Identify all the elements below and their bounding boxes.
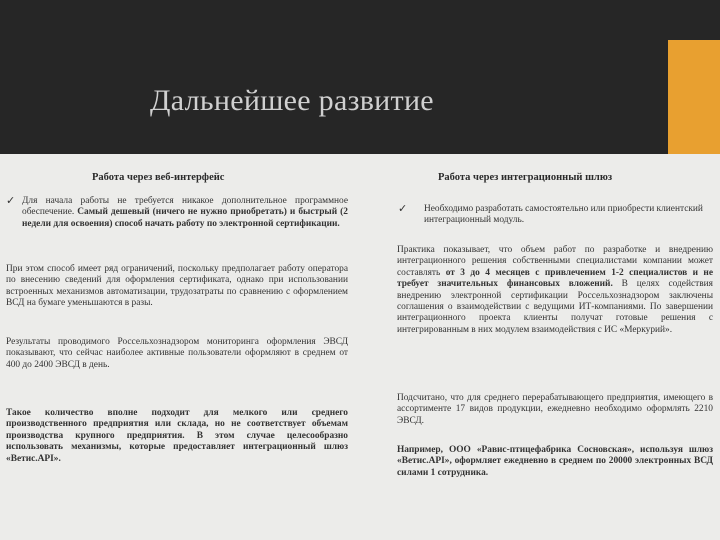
left-bullet-bold: Самый дешевый (ничего не нужно приобретать) и быстрый (2 недели для освоения) способ начать работу по электронной сертификации. [22,207,348,229]
left-check-icon: ✓ [6,194,16,207]
left-paragraph-3: Такое количество вполне подходит для мелкого или среднего производственного предприятия или склада, но не соответствует объемам производства крупного предприятия. В этом случае целесообразно использовать механизмы, которые предоставляет интеграционный шлюз «Ветис.API». [6,408,348,464]
left-paragraph-1: При этом способ имеет ряд ограничений, поскольку предполагает работу оператора по внесению сведений для оформления сертификата, однако при использовании встроенных механизмов автоматизации, трудозатраты по сравнению с оформлением ВСД на бумаге уменьшаются в разы. [6,264,348,309]
right-paragraph-1 [397,245,713,336]
left-heading: Работа через веб-интерфейс [92,172,225,183]
right-paragraph-3: Например, ООО «Равис-птицефабрика Сосновская», используя шлюз «Ветис.API», оформляет ежедневно в среднем по 20000 электронных ВСД силами 1 сотрудника. [397,445,713,478]
right-paragraph-1-bold: от 3 до 4 месяцев с привлечением 1-2 специалистов и не требует значительных финансовых вложений. [397,267,713,290]
right-bullet-text: Необходимо разработать самостоятельно или приобрести клиентский интеграционный модуль. [424,204,703,226]
right-paragraph-1-start: Практика показывает, что объем работ по разработке и внедрению интеграционного решения собственными специалистами компании может составлять [397,245,713,278]
right-heading: Работа через интеграционный шлюз [438,172,613,183]
left-bullet [22,196,348,230]
title-banner [0,0,720,154]
right-check-icon: ✓ [398,202,408,215]
right-paragraph-1-rest: В целях содействия внедрению электронной сертификации Россельхознадзором заключены соглашения о взаимодействии с ведущими ИТ-компаниями. По завершении интеграционного проекта клиенты получат готовые решения с интегрированным в них модулем взаимодействия с ИС «Меркурий». [397,279,713,335]
slide-title: Дальнейшее развитие [150,84,434,117]
left-paragraph-2: Результаты проводимого Россельхознадзором мониторинга оформления ЭВСД показывают, что сейчас наиболее активные пользователи оформляют в среднем от 400 до 2400 ЭВСД в день. [6,337,348,370]
right-paragraph-2: Подсчитано, что для среднего перерабатывающего предприятия, имеющего в ассортименте 17 видов продукции, ежедневно необходимо оформлять 2210 ЭВСД. [397,393,713,426]
accent-bar [668,40,720,154]
left-bullet-text: Для начала работы не требуется никакое дополнительное программное обеспечение. [22,196,348,218]
